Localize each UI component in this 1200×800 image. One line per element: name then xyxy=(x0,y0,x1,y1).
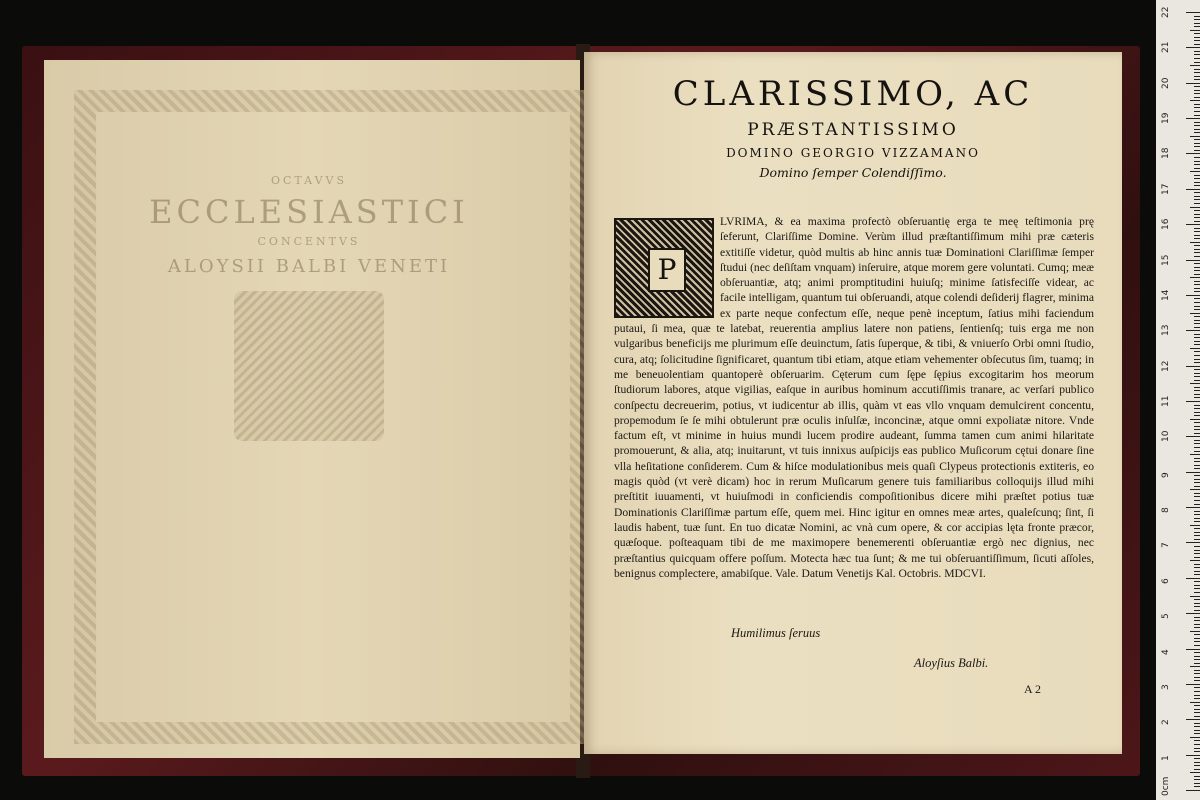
ruler-tick-minor xyxy=(1194,557,1200,558)
showthrough-line3: CONCENTVS xyxy=(257,235,361,248)
ruler-tick-minor xyxy=(1194,514,1200,515)
ruler-tick-minor xyxy=(1194,677,1200,678)
ruler-tick-major xyxy=(1186,189,1200,190)
ruler-tick-minor xyxy=(1194,228,1200,229)
ruler-label: 20 xyxy=(1161,77,1171,89)
ruler-tick-minor xyxy=(1194,33,1200,34)
ruler-label: 21 xyxy=(1161,41,1171,54)
ruler-tick-minor xyxy=(1194,426,1200,427)
ruler-tick-minor xyxy=(1194,161,1200,162)
ruler-tick-minor xyxy=(1194,588,1200,589)
ruler-tick-minor xyxy=(1194,245,1200,246)
ruler-tick-minor xyxy=(1194,221,1200,222)
ruler-label: 16 xyxy=(1161,218,1171,231)
ruler-tick-minor xyxy=(1194,263,1200,264)
ruler-tick-minor xyxy=(1194,468,1200,469)
ruler-tick-minor xyxy=(1194,40,1200,41)
ruler-tick-minor xyxy=(1194,62,1200,63)
ruler-tick-minor xyxy=(1194,592,1200,593)
printer-device-showthrough xyxy=(234,291,384,441)
ruler-tick-minor xyxy=(1190,383,1200,384)
ruler-tick-minor xyxy=(1194,574,1200,575)
ruler-tick-minor xyxy=(1194,302,1200,303)
ruler-tick-major xyxy=(1186,472,1200,473)
showthrough-line2: ECCLESIASTICI xyxy=(149,193,469,231)
ruler-tick-minor xyxy=(1194,132,1200,133)
ruler-tick-minor xyxy=(1194,652,1200,653)
ruler-tick-minor xyxy=(1194,217,1200,218)
ruler-tick-minor xyxy=(1194,274,1200,275)
ruler-tick-minor xyxy=(1190,30,1200,31)
ruler-tick-minor xyxy=(1194,571,1200,572)
ruler-tick-minor xyxy=(1194,355,1200,356)
ruler-tick-minor xyxy=(1194,376,1200,377)
ruler-tick-minor xyxy=(1194,412,1200,413)
ruler-tick-minor xyxy=(1194,479,1200,480)
ruler-tick-minor xyxy=(1194,762,1200,763)
ruler-tick-minor xyxy=(1194,298,1200,299)
dedicatee-name: DOMINO GEORGIO VIZZAMANO xyxy=(726,146,980,160)
ruler-tick-minor xyxy=(1194,334,1200,335)
ruler-tick-minor xyxy=(1194,641,1200,642)
ruler-tick-minor xyxy=(1190,100,1200,101)
ruler-tick-minor xyxy=(1194,93,1200,94)
ruler-tick-minor xyxy=(1194,270,1200,271)
ruler-tick-minor xyxy=(1194,249,1200,250)
ruler-tick-minor xyxy=(1194,26,1200,27)
ruler-tick-minor xyxy=(1194,267,1200,268)
ruler-tick-minor xyxy=(1194,107,1200,108)
ruler-tick-minor xyxy=(1194,786,1200,787)
ruler-tick-minor xyxy=(1190,207,1200,208)
ruler-tick-minor xyxy=(1190,242,1200,243)
ruler-tick-minor xyxy=(1194,231,1200,232)
ruler-tick-minor xyxy=(1194,111,1200,112)
ruler-tick-minor xyxy=(1190,525,1200,526)
initial-spacer xyxy=(614,214,720,320)
ruler-label: 3 xyxy=(1161,684,1171,690)
title-page-showthrough xyxy=(144,170,474,640)
ruler-tick-minor xyxy=(1194,291,1200,292)
ruler-tick-minor xyxy=(1194,320,1200,321)
ruler-tick-minor xyxy=(1194,44,1200,45)
ruler-tick-minor xyxy=(1194,284,1200,285)
ruler-tick-minor xyxy=(1194,97,1200,98)
ruler-tick-minor xyxy=(1190,772,1200,773)
ruler-tick-minor xyxy=(1190,631,1200,632)
ruler-tick-minor xyxy=(1194,380,1200,381)
ruler-tick-minor xyxy=(1194,327,1200,328)
ruler-tick-major xyxy=(1186,542,1200,543)
ruler-tick-minor xyxy=(1190,348,1200,349)
ruler-tick-minor xyxy=(1194,726,1200,727)
ruler-tick-minor xyxy=(1194,733,1200,734)
ruler-tick-minor xyxy=(1194,521,1200,522)
ruler-tick-minor xyxy=(1194,687,1200,688)
ruler-label: 15 xyxy=(1161,254,1171,266)
ruler-tick-minor xyxy=(1194,496,1200,497)
ruler-tick-minor xyxy=(1194,397,1200,398)
ruler-label: 12 xyxy=(1161,360,1171,372)
ruler-tick-minor xyxy=(1194,451,1200,452)
ruler-tick-minor xyxy=(1194,783,1200,784)
ruler-tick-minor xyxy=(1194,673,1200,674)
ruler-tick-minor xyxy=(1194,16,1200,17)
ruler-tick-minor xyxy=(1194,405,1200,406)
ruler-tick-minor xyxy=(1190,702,1200,703)
ruler-tick-minor xyxy=(1194,730,1200,731)
ruler-label: 14 xyxy=(1161,289,1171,301)
ruler-tick-minor xyxy=(1194,659,1200,660)
ruler-label: 9 xyxy=(1161,471,1171,478)
ruler-tick-minor xyxy=(1194,698,1200,699)
ruler-label: 13 xyxy=(1161,324,1171,337)
ruler-tick-minor xyxy=(1194,528,1200,529)
left-page xyxy=(44,60,580,758)
ruler-tick-minor xyxy=(1194,663,1200,664)
ruler-tick-minor xyxy=(1194,624,1200,625)
ruler-tick-minor xyxy=(1194,125,1200,126)
ruler-tick-minor xyxy=(1194,581,1200,582)
dedicatee-epithet: Domino ſemper Colendiſſimo. xyxy=(759,165,947,180)
ruler-tick-minor xyxy=(1194,433,1200,434)
ruler-tick-minor xyxy=(1194,779,1200,780)
ruler-tick-major xyxy=(1186,224,1200,225)
ruler-tick-minor xyxy=(1194,72,1200,73)
ruler-tick-major xyxy=(1186,330,1200,331)
ruler-tick-major xyxy=(1186,507,1200,508)
ruler-tick-major xyxy=(1186,790,1200,791)
ruler-tick-minor xyxy=(1194,546,1200,547)
ruler-tick-minor xyxy=(1194,175,1200,176)
ruler-tick-minor xyxy=(1194,122,1200,123)
ruler-tick-major xyxy=(1186,83,1200,84)
ruler-tick-minor xyxy=(1194,19,1200,20)
ruler-tick-minor xyxy=(1194,214,1200,215)
ruler-tick-minor xyxy=(1190,737,1200,738)
ruler-tick-minor xyxy=(1194,645,1200,646)
ruler-tick-minor xyxy=(1194,443,1200,444)
ruler-tick-minor xyxy=(1194,238,1200,239)
ruler-tick-minor xyxy=(1194,670,1200,671)
ruler-label: 18 xyxy=(1161,148,1171,160)
ruler-tick-minor xyxy=(1194,79,1200,80)
ruler-tick-minor xyxy=(1190,666,1200,667)
ruler-tick-minor xyxy=(1194,535,1200,536)
ruler-tick-minor xyxy=(1194,168,1200,169)
ruler-tick-major xyxy=(1186,295,1200,296)
ruler-tick-minor xyxy=(1194,185,1200,186)
ruler-tick-major xyxy=(1186,47,1200,48)
ruler-tick-minor xyxy=(1194,716,1200,717)
ruler-tick-minor xyxy=(1194,387,1200,388)
ruler-label: 22 xyxy=(1161,6,1171,18)
ruler-tick-minor xyxy=(1194,695,1200,696)
ruler-tick-minor xyxy=(1194,256,1200,257)
ruler-tick-minor xyxy=(1194,758,1200,759)
ruler-tick-minor xyxy=(1194,54,1200,55)
closing-formula: Humilimus ſeruus xyxy=(731,626,821,640)
ruler-tick-minor xyxy=(1194,680,1200,681)
ruler-tick-minor xyxy=(1194,486,1200,487)
showthrough-name: ALOYSII BALBI VENETI xyxy=(167,256,451,277)
ruler-tick-minor xyxy=(1194,634,1200,635)
ruler-tick-minor xyxy=(1194,157,1200,158)
author-signature: Aloyſius Balbi. xyxy=(914,656,989,670)
ruler-tick-minor xyxy=(1194,539,1200,540)
dedication-title: CLARISSIMO, AC xyxy=(672,74,1034,114)
ruler-tick-minor xyxy=(1194,422,1200,423)
ruler-tick-minor xyxy=(1194,606,1200,607)
ruler-tick-major xyxy=(1186,578,1200,579)
initial-letter: P xyxy=(648,248,686,292)
ruler-tick-minor xyxy=(1194,323,1200,324)
ruler-tick-major xyxy=(1186,719,1200,720)
measurement-ruler xyxy=(1156,0,1200,800)
ruler-tick-minor xyxy=(1194,341,1200,342)
ruler-label: 2 xyxy=(1161,719,1171,726)
ruler-label: 8 xyxy=(1161,507,1171,514)
ruler-tick-minor xyxy=(1194,337,1200,338)
ruler-tick-minor xyxy=(1194,415,1200,416)
ruler-label: 5 xyxy=(1161,613,1171,620)
ruler-tick-minor xyxy=(1194,603,1200,604)
ruler-label: 17 xyxy=(1161,183,1171,195)
ruler-tick-minor xyxy=(1194,712,1200,713)
ruler-tick-minor xyxy=(1194,585,1200,586)
ruler-tick-major xyxy=(1186,436,1200,437)
ruler-tick-minor xyxy=(1194,51,1200,52)
ruler-tick-minor xyxy=(1194,76,1200,77)
ruler-tick-minor xyxy=(1194,90,1200,91)
ruler-tick-minor xyxy=(1194,748,1200,749)
ruler-tick-minor xyxy=(1194,610,1200,611)
ruler-tick-minor xyxy=(1194,37,1200,38)
ruler-tick-major xyxy=(1186,649,1200,650)
ruler-tick-minor xyxy=(1194,475,1200,476)
ruler-tick-minor xyxy=(1194,316,1200,317)
ruler-tick-minor xyxy=(1194,518,1200,519)
showthrough-line1: OCTAVVS xyxy=(271,174,347,187)
ruler-tick-minor xyxy=(1194,309,1200,310)
ruler-label: 4 xyxy=(1161,648,1171,655)
ruler-tick-major xyxy=(1186,12,1200,13)
ruler-tick-major xyxy=(1186,684,1200,685)
ruler-label: 6 xyxy=(1161,578,1171,584)
ruler-tick-minor xyxy=(1190,489,1200,490)
ruler-tick-minor xyxy=(1190,277,1200,278)
ruler-tick-minor xyxy=(1194,740,1200,741)
ruler-tick-minor xyxy=(1194,196,1200,197)
ruler-tick-minor xyxy=(1194,199,1200,200)
signature-mark: A 2 xyxy=(1024,682,1042,696)
ruler-tick-minor xyxy=(1194,86,1200,87)
ruler-tick-minor xyxy=(1194,458,1200,459)
ruler-tick-minor xyxy=(1194,769,1200,770)
ruler-tick-minor xyxy=(1194,164,1200,165)
ruler-tick-major xyxy=(1186,153,1200,154)
ruler-tick-minor xyxy=(1190,454,1200,455)
ruler-tick-minor xyxy=(1190,419,1200,420)
ruler-tick-minor xyxy=(1194,705,1200,706)
ruler-tick-minor xyxy=(1194,359,1200,360)
ruler-tick-minor xyxy=(1194,146,1200,147)
ruler-label: 0cm xyxy=(1161,776,1171,796)
dedication-body xyxy=(614,214,1094,581)
ruler-label: 7 xyxy=(1161,542,1171,549)
dedication-subtitle: PRÆSTANTISSIMO xyxy=(747,120,959,140)
ruler-tick-major xyxy=(1186,260,1200,261)
ruler-tick-minor xyxy=(1194,252,1200,253)
ruler-tick-minor xyxy=(1194,210,1200,211)
ruler-label: 10 xyxy=(1161,430,1171,443)
ruler-label: 19 xyxy=(1161,112,1171,125)
ruler-tick-minor xyxy=(1194,550,1200,551)
ruler-tick-minor xyxy=(1190,596,1200,597)
ruler-tick-minor xyxy=(1194,564,1200,565)
ruler-tick-minor xyxy=(1194,776,1200,777)
ruler-tick-minor xyxy=(1194,139,1200,140)
ruler-label: 1 xyxy=(1161,754,1171,761)
ruler-tick-minor xyxy=(1190,136,1200,137)
ruler-tick-minor xyxy=(1194,58,1200,59)
right-page xyxy=(584,52,1122,754)
ruler-tick-minor xyxy=(1194,691,1200,692)
ruler-tick-minor xyxy=(1194,620,1200,621)
ruler-tick-minor xyxy=(1194,617,1200,618)
ruler-tick-minor xyxy=(1194,493,1200,494)
ruler-tick-major xyxy=(1186,401,1200,402)
ruler-tick-minor xyxy=(1194,504,1200,505)
ruler-tick-minor xyxy=(1194,744,1200,745)
ruler-tick-minor xyxy=(1194,362,1200,363)
ruler-tick-minor xyxy=(1194,203,1200,204)
ruler-tick-minor xyxy=(1194,235,1200,236)
ruler-tick-minor xyxy=(1194,429,1200,430)
ruler-tick-minor xyxy=(1194,447,1200,448)
ruler-tick-minor xyxy=(1190,65,1200,66)
ruler-tick-minor xyxy=(1194,465,1200,466)
ruler-tick-minor xyxy=(1190,560,1200,561)
ruler-tick-minor xyxy=(1194,532,1200,533)
ruler-tick-minor xyxy=(1194,281,1200,282)
ruler-tick-minor xyxy=(1194,143,1200,144)
ruler-tick-minor xyxy=(1194,351,1200,352)
ruler-tick-minor xyxy=(1194,723,1200,724)
ruler-tick-minor xyxy=(1194,627,1200,628)
ruler-tick-minor xyxy=(1194,553,1200,554)
ruler-tick-minor xyxy=(1194,751,1200,752)
ruler-tick-minor xyxy=(1194,709,1200,710)
ruler-tick-minor xyxy=(1194,500,1200,501)
ruler-tick-minor xyxy=(1194,115,1200,116)
ruler-tick-minor xyxy=(1194,373,1200,374)
ruler-tick-major xyxy=(1186,118,1200,119)
ruler-tick-minor xyxy=(1194,104,1200,105)
ruler-tick-minor xyxy=(1194,765,1200,766)
ruler-tick-minor xyxy=(1194,23,1200,24)
ruler-tick-minor xyxy=(1190,313,1200,314)
dedication-body-text: LVRIMA, & ea maxima profectò obſeruantię erga te meę teſtimonia prę ſeferunt, Clariſſime Domine. Verùm illud præſtantiſſimum mihi præ cæteris extitiſſe videtur, quòd multis ab hinc annis tuæ Dominationi Clariſſimæ ſemper ſtudui (nec deſiſtam vnquam) inſeruire, atque morem gere voluntati. Cumq; meæ obſeruantiæ, atq; animi promptitudini huiuſq; minime ſatisfeciſſe videar, ac facile intelligam, quantum tui obſeruandi, atque colendi deſiderij flagrer, minima ex parte neque confectum eſſe, neque penè inceptum, ſatius mihi faciendum putaui, ſi mea, quæ te latebat, reuerentia amplius latere non patiens, ſentienſq; tuis erga me non vulgaribus beneficijs me plurimum eſſe deuinctum, ſatis ſuperque, & tibi, & vniuerſo Orbi omni ſtudio, cura, atq; ſolicitudine ſignificaret, quantum tibi etiam, atque etiam vehementer obſecutus ſim, tuamq; in me beneuolentiam quantoperè obſeruarim. Cęterum cum ſępe ſępius excogitarim hos meorum ſtudiorum labores, atque vigilias, eaſque in auribus hominum accutiſſimis tranare, ac verſari publico conſpectu decreuerim, potius, vt iudicentur ab illis, quàm vt eas vllo vnquam demulcirent concentu, propemodum ſe ſe mihi obtulerunt præ oculis inſulſæ, inconcinæ, atque omni expoliatæ nitore. Vnde factum eſt, vt minime in huius mundi lucem prodire audeant, ſumma tamen cum animi hilaritate promouerunt, & alia, atq; inuitarunt, vt tuis innixus auſpicijs eas publico Muſicorum cętui donare ſine vlla heſitatione conſiderem. Cum & hiſce modulationibus meis quaſi Clypeus protectionis extiteris, eo magis quòd (vt verè dicam) hoc in rerum Muſicarum genere tuis familiaribus colloquijs illud mihi preſtitit iuuamenti, vt huiuſmodi in conficiendis compoſitionibus dicere mihi præſtet potius tuæ Dominationis Clariſſimæ partum eſſe, quem mei. Hinc igitur en omnes meæ artes, qualeſcunq; ſint, ſi laudis habent, tuæ ſunt. En tuo dicatæ Nomini, ac vnà cum opere, & cor accipias lęta fronte præcor, quæſoque. poſteaquam tibi de me maximopere benemerenti obſeruantiæ ergò nec dignius, nec præſtantius quicquam offere poſſum. Motecta hæc tua ſunt; & me tui obſeruantiſſimum, ſicuti aſſoles, benignus complectere, amabiſque. Vale. Datum Venetijs Kal. Octobris. MDCVI. xyxy=(614,215,1094,580)
ruler-tick-minor xyxy=(1194,129,1200,130)
ruler-tick-minor xyxy=(1194,390,1200,391)
ruler-tick-major xyxy=(1186,613,1200,614)
ruler-tick-minor xyxy=(1194,511,1200,512)
ruler-tick-minor xyxy=(1194,192,1200,193)
ruler-tick-minor xyxy=(1194,344,1200,345)
ruler-tick-minor xyxy=(1194,369,1200,370)
ruler-tick-minor xyxy=(1194,567,1200,568)
ruler-tick-minor xyxy=(1194,440,1200,441)
ruler-tick-minor xyxy=(1194,69,1200,70)
ruler-tick-minor xyxy=(1194,394,1200,395)
ruler-tick-major xyxy=(1186,366,1200,367)
ruler-tick-minor xyxy=(1194,150,1200,151)
ruler-tick-minor xyxy=(1194,638,1200,639)
ruler-label: 11 xyxy=(1161,395,1171,407)
ruler-tick-minor xyxy=(1194,178,1200,179)
ruler-tick-minor xyxy=(1194,288,1200,289)
ruler-tick-minor xyxy=(1194,306,1200,307)
ruler-tick-minor xyxy=(1194,656,1200,657)
ruler-tick-major xyxy=(1186,755,1200,756)
ruler-tick-minor xyxy=(1190,171,1200,172)
ruler-tick-minor xyxy=(1194,482,1200,483)
ruler-tick-minor xyxy=(1194,408,1200,409)
ruler-tick-minor xyxy=(1194,599,1200,600)
ruler-tick-minor xyxy=(1194,182,1200,183)
ruler-tick-minor xyxy=(1194,461,1200,462)
